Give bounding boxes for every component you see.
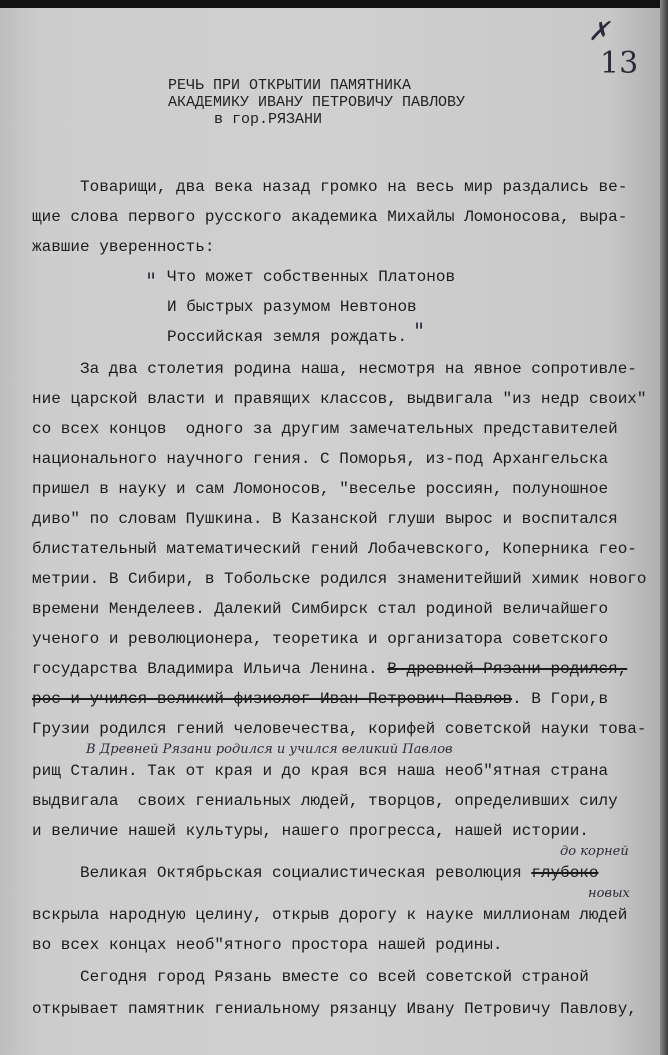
poem-line: И быстрых разумом Невтонов [167, 298, 417, 316]
text-line [32, 660, 627, 678]
text-line: и величие нашей культуры, нашего прогресса, нашей истории. [32, 822, 589, 840]
text-line: открывает памятник гениальному рязанцу Ивану Петровичу Павлову, [32, 1000, 637, 1018]
text-line: национального научного гения. С Поморья, из-под Архангельска [32, 450, 609, 468]
handwritten-insertion: до корней [560, 844, 629, 859]
text-segment: государства Владимира Ильича Ленина. [32, 660, 388, 678]
struck-text: рос и учился великий физиолог Иван Петрович Павлов [32, 690, 513, 708]
text-segment: . В Гори,в [512, 690, 609, 708]
poem-close-quote: " [414, 320, 425, 345]
text-line: рищ Сталин. Так от края и до края вся наша необ"ятная страна [32, 762, 609, 780]
text-line: Сегодня город Рязань вместе со всей советской страной [80, 968, 589, 986]
text-segment: Великая Октябрьская социалистическая революция [80, 864, 532, 882]
text-line: За два столетия родина наша, несмотря на явное сопротивле- [80, 360, 637, 378]
text-line: блистательный математический гений Лобачевского, Коперника гео- [32, 540, 637, 558]
text-line: во всех концах необ"ятного простора нашей родины. [32, 936, 503, 954]
scan-edge [660, 0, 668, 1055]
poem-line: Что может собственных Платонов [167, 268, 456, 286]
poem-open-quote: " [146, 270, 157, 295]
title-line-3: в гор.РЯЗАНИ [214, 111, 323, 128]
title-line-1: РЕЧЬ ПРИ ОТКРЫТИИ ПАМЯТНИКА [168, 77, 412, 94]
handwritten-insertion: новых [588, 886, 630, 901]
poem-line: Российская земля рождать. [167, 328, 408, 346]
text-line: щие слова первого русского академика Михайлы Ломоносова, выра- [32, 208, 628, 226]
struck-text: В древней Рязани родился, [387, 660, 628, 678]
text-line: времени Менделеев. Далекий Симбирск стал родиной величайшего [32, 600, 609, 618]
text-line [32, 690, 608, 708]
handwritten-insertion: В Древней Рязани родился и учился великий Павлов [86, 742, 453, 757]
text-line: метрии. В Сибири, в Тобольске родился знаменитейший химик нового [32, 570, 647, 588]
text-line: пришел в науку и сам Ломоносов, "веселье россиян, полуношное [32, 480, 609, 498]
corner-mark: ✗ [588, 17, 610, 47]
text-line: вскрыла народную целину, открыв дорогу к науке миллионам людей [32, 906, 628, 924]
text-line: ние царской власти и правящих классов, выдвигала "из недр своих" [32, 390, 647, 408]
text-line: ученого и революционера, теоретика и организатора советского [32, 630, 609, 648]
struck-text: глубоко [531, 864, 599, 882]
text-line: выдвигала своих гениальных людей, творцов, определивших силу [32, 792, 618, 810]
text-line: Товарищи, два века назад громко на весь мир раздались ве- [80, 178, 628, 196]
text-line: диво" по словам Пушкина. В Казанской глуши вырос и воспитался [32, 510, 618, 528]
text-line [80, 864, 599, 882]
title-line-2: АКАДЕМИКУ ИВАНУ ПЕТРОВИЧУ ПАВЛОВУ [168, 94, 466, 111]
text-line: жавшие уверенность: [32, 238, 215, 256]
text-line: Грузии родился гений человечества, корифей советской науки това- [32, 720, 647, 738]
page-number: 13 [600, 46, 639, 81]
document-page [0, 8, 660, 1055]
text-line: со всех концов одного за другим замечательных представителей [32, 420, 618, 438]
